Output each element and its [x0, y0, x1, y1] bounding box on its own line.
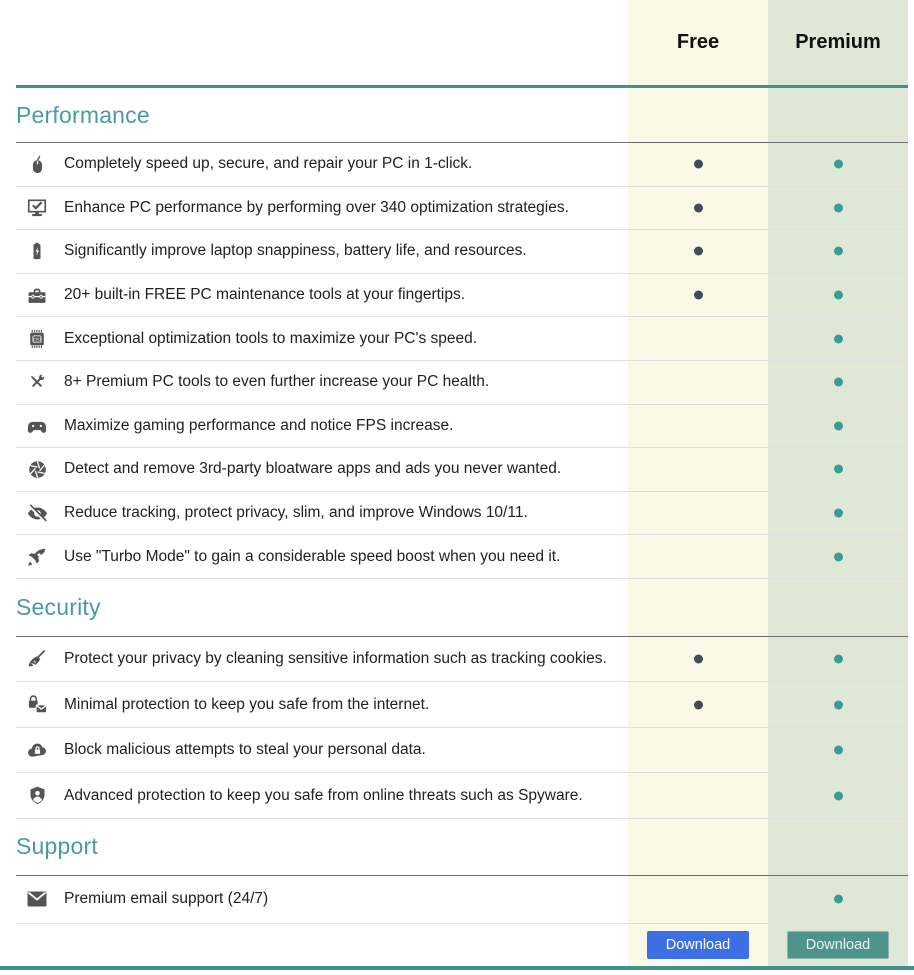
feature-row: [16, 773, 908, 819]
feature-row: [16, 637, 908, 683]
feature-row: [16, 535, 908, 579]
feature-row: [16, 143, 908, 187]
premium-included-dot: [834, 160, 843, 169]
section-heading-security: [16, 579, 908, 637]
shutter-icon: [25, 457, 49, 481]
premium-included-dot: [834, 247, 843, 256]
feature-text: Exceptional optimization tools to maximize your PC's speed.: [64, 329, 478, 347]
rocket-icon: [25, 545, 49, 569]
premium-included-dot: [834, 895, 843, 904]
premium-column-header: Premium: [795, 31, 881, 53]
feature-text: Minimal protection to keep you safe from the internet.: [64, 695, 430, 713]
premium-included-dot: [834, 700, 843, 709]
premium-included-dot: [834, 552, 843, 561]
free-included-dot: [694, 247, 703, 256]
cpu-icon: [25, 327, 49, 351]
feature-row: [16, 728, 908, 774]
toolbox-icon: [25, 283, 49, 307]
feature-text: Significantly improve laptop snappiness, battery life, and resources.: [64, 242, 527, 260]
feature-text: Enhance PC performance by performing over 340 optimization strategies.: [64, 198, 569, 216]
premium-included-dot: [834, 791, 843, 800]
free-included-dot: [694, 160, 703, 169]
section-heading-support: [16, 819, 908, 876]
free-download-button[interactable]: Download: [647, 931, 749, 959]
feature-row: [16, 274, 908, 318]
feature-row: [16, 448, 908, 492]
feature-row: [16, 876, 908, 924]
feature-row: [16, 682, 908, 728]
feature-text: Reduce tracking, protect privacy, slim, and improve Windows 10/11.: [64, 504, 528, 522]
download-row: [0, 924, 914, 966]
feature-row: [16, 187, 908, 231]
premium-included-dot: [834, 291, 843, 300]
tools-icon: [25, 370, 49, 394]
free-included-dot: [694, 700, 703, 709]
broom-icon: [25, 647, 49, 671]
feature-text: Advanced protection to keep you safe from online threats such as Spyware.: [64, 786, 583, 804]
premium-included-dot: [834, 465, 843, 474]
section-title: Performance: [16, 101, 150, 128]
feature-row: [16, 492, 908, 536]
lock-mail-icon: [25, 693, 49, 717]
premium-included-dot: [834, 378, 843, 387]
mouse-icon: [25, 152, 49, 176]
battery-icon: [25, 239, 49, 263]
svg-text:CPU: CPU: [33, 337, 41, 342]
premium-download-button[interactable]: Download: [787, 931, 889, 959]
feature-text: Completely speed up, secure, and repair your PC in 1-click.: [64, 155, 473, 173]
free-included-dot: [694, 291, 703, 300]
premium-included-dot: [834, 203, 843, 212]
feature-row: [16, 317, 908, 361]
free-column-header: Free: [676, 31, 720, 53]
premium-included-dot: [834, 509, 843, 518]
bottom-accent-bar: [0, 966, 914, 970]
section-title: Security: [16, 593, 101, 620]
premium-included-dot: [834, 334, 843, 343]
feature-text: Use "Turbo Mode" to gain a considerable speed boost when you need it.: [64, 547, 561, 565]
feature-text: Premium email support (24/7): [64, 890, 269, 908]
feature-text: Protect your privacy by cleaning sensitive information such as tracking cookies.: [64, 650, 607, 668]
table-header: [16, 0, 908, 88]
envelope-icon: [25, 887, 49, 911]
shield-user-icon: [25, 784, 49, 808]
feature-text: Detect and remove 3rd-party bloatware apps and ads you never wanted.: [64, 460, 562, 478]
feature-text: 8+ Premium PC tools to even further increase your PC health.: [64, 373, 490, 391]
free-included-dot: [694, 655, 703, 664]
feature-text: Maximize gaming performance and notice FPS increase.: [64, 416, 454, 434]
feature-row: [16, 230, 908, 274]
gamepad-icon: [25, 414, 49, 438]
section-title: Support: [16, 833, 98, 860]
feature-sections: [0, 88, 914, 924]
section-heading-performance: [16, 88, 908, 143]
feature-row: [16, 405, 908, 449]
cloud-lock-icon: [25, 738, 49, 762]
premium-included-dot: [834, 655, 843, 664]
eye-slash-icon: [25, 501, 49, 525]
monitor-check-icon: [25, 196, 49, 220]
feature-text: 20+ built-in FREE PC maintenance tools at your fingertips.: [64, 286, 466, 304]
free-included-dot: [694, 203, 703, 212]
feature-text: Block malicious attempts to steal your personal data.: [64, 741, 426, 759]
feature-row: [16, 361, 908, 405]
premium-included-dot: [834, 746, 843, 755]
premium-included-dot: [834, 421, 843, 430]
